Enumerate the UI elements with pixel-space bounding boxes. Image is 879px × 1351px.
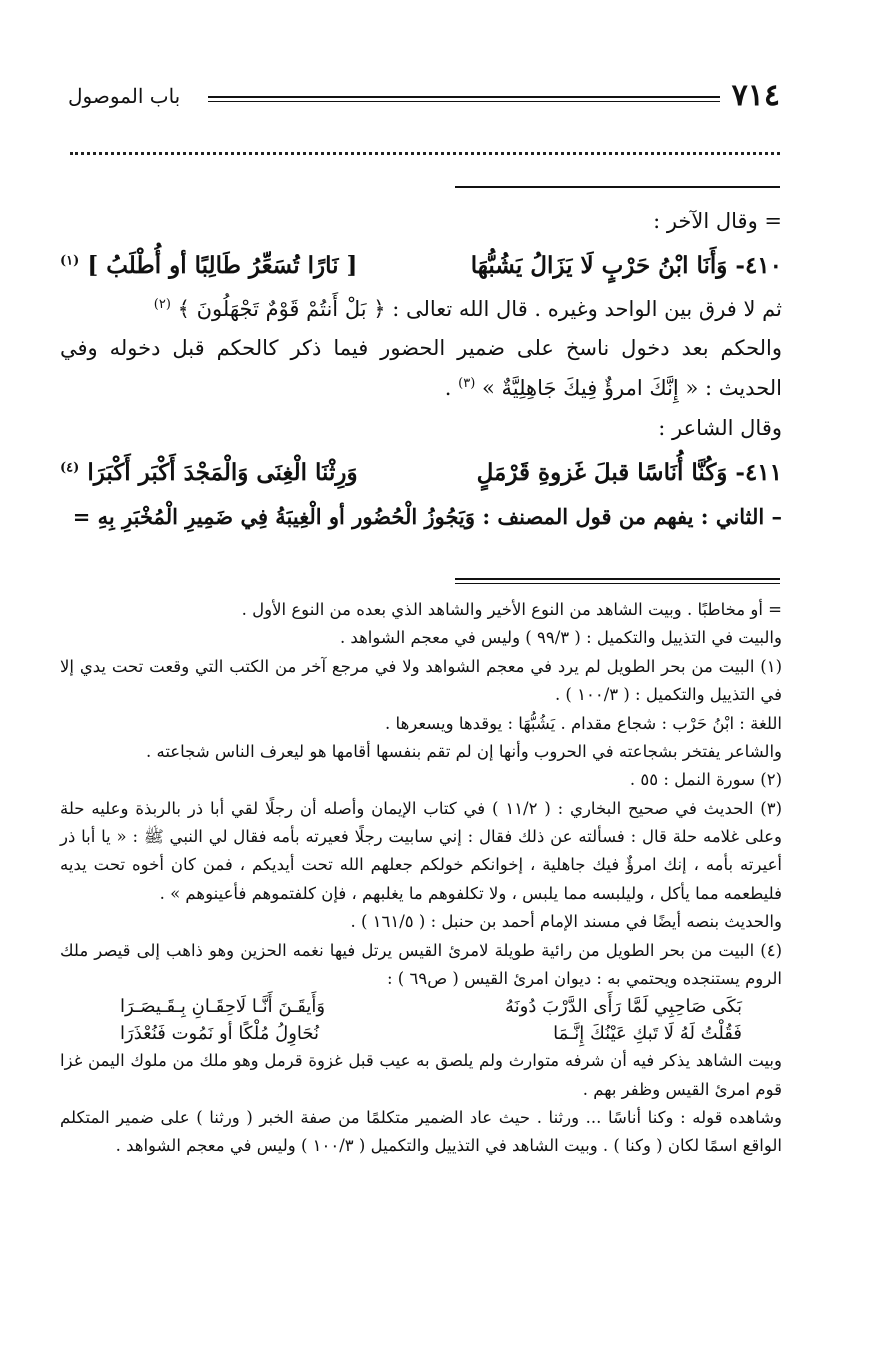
footnotes xyxy=(60,596,782,1161)
footnote-line: والبيت في التذييل والتكميل : ( ٩٩/٣ ) وليس في معجم الشواهد . xyxy=(339,628,782,648)
paragraph: والحكم بعد دخول ناسخ على ضمير الحضور فيما ذكر كالحكم قبل دخوله وفي الحديث : « إِنَّكَ امرؤٌ فِيكَ جَاهِلِيَّةٌ » $^{(٣)}$ . xyxy=(60,336,782,401)
poem-hemistich: بَكَى صَاحِبِي لَمَّا رَأَى الدَّرْبَ دُونَهُ xyxy=(505,996,742,1018)
verse-410 xyxy=(60,244,782,288)
text-line: وقال الشاعر : xyxy=(658,416,782,441)
poem-row xyxy=(60,993,782,1020)
poem-row xyxy=(60,1020,782,1047)
verse-hemistich: [ نَارًا تُسَعِّرُ طَالِبًا أو أُطْلَبُ ] $^{(١)}$ xyxy=(60,251,358,279)
footnote-line: والحديث بنصه أيضًا في مسند الإمام أحمد بن حنبل : ( ١٦١/٥ ) . xyxy=(350,912,782,932)
paragraph: ثم لا فرق بين الواحد وغيره . قال الله تعالى : ﴿ بَلْ أَنتُمْ قَوْمٌ تَجْهَلُونَ ﴾ $^{(٢)}$ xyxy=(153,296,782,321)
footnote-ref: (١) xyxy=(60,253,80,269)
footnote-ref: (٣) xyxy=(458,376,476,392)
main-text xyxy=(60,202,782,537)
text-line: = وقال الآخر : xyxy=(653,209,782,233)
footnote-line: اللغة : ابْنُ حَرْب : شجاع مقدام . يَشُبُّهَا : يوقدها ويسعرها . xyxy=(385,713,782,733)
chapter-title: باب الموصول xyxy=(68,84,181,108)
dotted-separator xyxy=(70,152,780,163)
verse-hemistich: ٤١٠- وَأَنَا ابْنُ حَرْبٍ لَا يَزَالُ يَشُبُّهَا xyxy=(470,251,782,279)
verse-411 xyxy=(60,451,782,495)
section-rule xyxy=(455,186,780,188)
footnote-line: (٢) سورة النمل : ٥٥ . xyxy=(629,770,782,790)
verse-hemistich: ٤١١- وَكُنَّا أُنَاسًا قبلَ غَزوةِ قَرْمَلٍ xyxy=(476,459,782,487)
footnote-ref: (٢) xyxy=(153,296,171,312)
footnote-rule xyxy=(455,578,780,584)
footnote-ref: (٤) xyxy=(60,460,80,476)
footnote-line: (٣) الحديث في صحيح البخاري : ( ١١/٢ ) في كتاب الإيمان وأصله أن رجلًا لقي أبا ذر بالربذة وعليه حلة وعلى غلامه حلة قال : فسألته عن ذلك فقال : إني سابيت رجلًا فعيرته بأمه فقال لي النبي ﷺ : « يا أبا ذر أعيرته بأمه ، إنك امرؤٌ فيك جاهلية ، إخوانكم خولكم جعلهم الله تحت أيديكم ، فمن كان أخوه تحت يديه فليطعمه مما يأكل ، وليلبسه مما يلبس ، ولا تكلفوهم ما يغلبهم ، فإن كلفتموهم فأعينوهم » . xyxy=(60,798,782,903)
footnote-line: وشاهده قوله : وكنا أناسًا ... ورثنا . حيث عاد الضمير متكلمًا من صفة الخبر ( ورثنا ) على ضمير المتكلم الواقع اسمًا لكان ( وكنا ) . وبيت الشاهد في التذييل والتكميل ( ١٠٠/٣ ) وليس في معجم الشواهد . xyxy=(60,1108,782,1156)
footnote-line: والشاعر يفتخر بشجاعته في الحروب وأنها إن لم تقم بنفسها أقامها هو ليعرف الناس شجاعته . xyxy=(145,741,782,761)
verse-hemistich: وَرِثْنَا الْغِنَى وَالْمَجْدَ أَكْبَر أَكْبَرَا $^{(٤)}$ xyxy=(60,459,358,487)
text-line: – الثاني : يفهم من قول المصنف : وَيَجُوزُ الْحُضُور أو الْغِيبَةُ فِي ضَمِيرِ الْمُخْبَرِ بِهِ = xyxy=(72,503,782,529)
footnote-line: وبيت الشاهد يذكر فيه أن شرفه متوارث ولم يلصق به عيب قبل غزوة قرمل وهو ملك من ملوك اليمن غزا قوم امرئ القيس وظفر بهم . xyxy=(60,1051,782,1099)
page-number: ٧١٤ xyxy=(731,78,780,113)
poem-hemistich: فَقُلْتُ لَهُ لَا تَبكِ عَيْنُكَ إِنَّـمَا xyxy=(553,1023,742,1045)
poem-hemistich: وَأَيقَـنَ أَنَّـا لَاحِقَـانِ بِـقَـيصَـرَا xyxy=(120,996,326,1018)
footnote-line: = أو مخاطبًا . وبيت الشاهد من النوع الأخير والشاهد الذي بعده من النوع الأول . xyxy=(241,600,782,619)
footnote-line: (١) البيت من بحر الطويل لم يرد في معجم الشواهد ولا في مرجع آخر من الكتب التي وقعت تحت يدي إلا في التذييل والتكميل : ( ١٠٠/٣ ) . xyxy=(60,656,782,705)
header-rule xyxy=(208,96,720,102)
footnote-line: (٤) البيت من بحر الطويل من رائية طويلة لامرئ القيس يرتل فيها نغمه الحزين وهو ذاهب إلى قيصر ملك الروم يستنجده ويحتمي به : ديوان امرئ القيس ( ص٦٩ ) : xyxy=(60,940,782,988)
running-header xyxy=(68,78,780,124)
poem-hemistich: نُحَاوِلُ مُلْكًا أو نَمُوت فَنُعْذَرَا xyxy=(120,1023,320,1045)
